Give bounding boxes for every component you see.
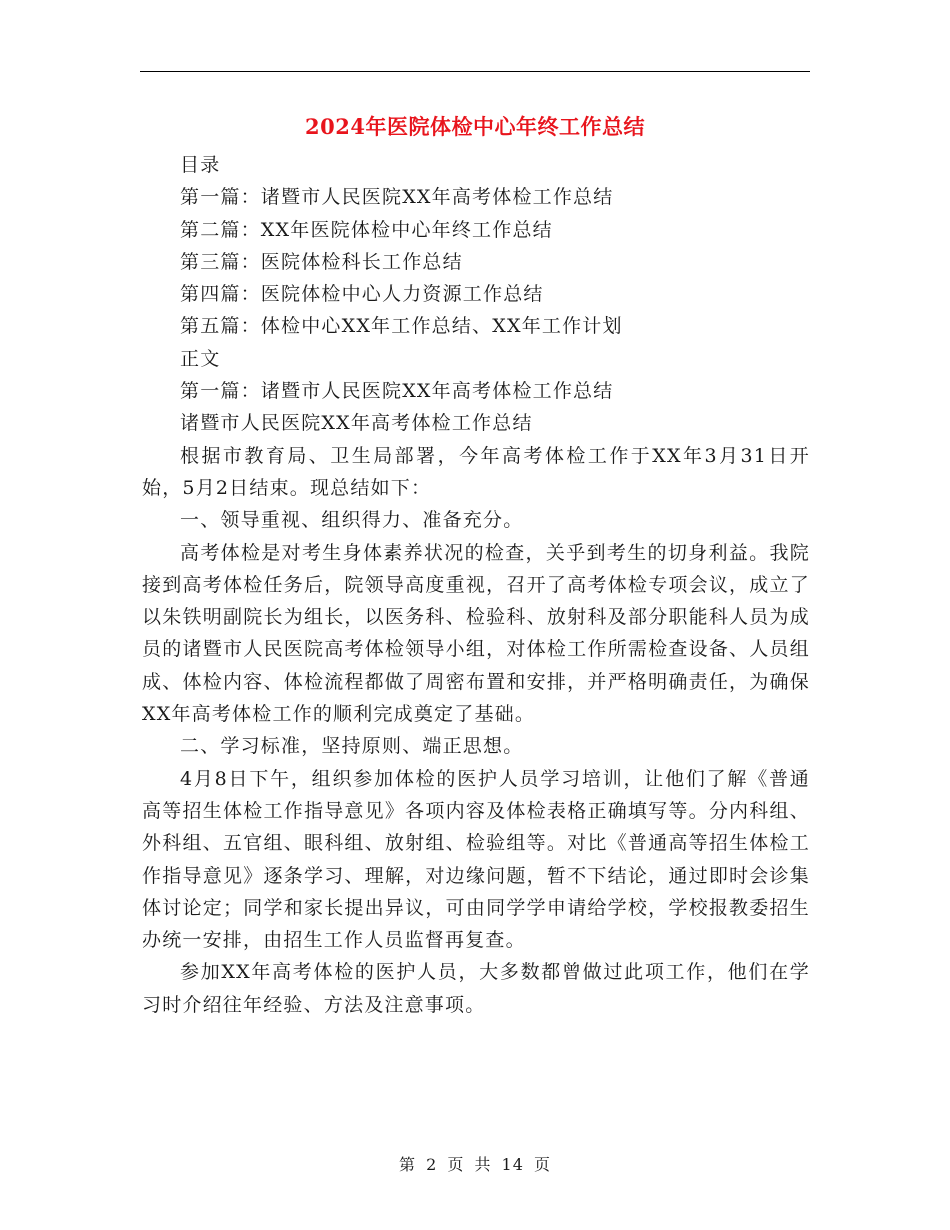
section-heading-2: 二、学习标准，坚持原则、端正思想。 <box>180 735 524 758</box>
toc-item-3: 第三篇：医院体检科长工作总结 <box>180 250 463 273</box>
chapter-heading: 第一篇：诸暨市人民医院XX年高考体检工作总结 <box>180 380 614 403</box>
toc-item-1: 第一篇：诸暨市人民医院XX年高考体检工作总结 <box>180 186 614 209</box>
page-number-footer: 第 2 页 共 14 页 <box>399 1155 551 1174</box>
toc-item-2: 第二篇：XX年医院体检中心年终工作总结 <box>180 218 553 241</box>
body-heading: 正文 <box>180 347 221 370</box>
toc-item-4: 第四篇：医院体检中心人力资源工作总结 <box>180 283 544 306</box>
document-body <box>142 149 810 1021</box>
toc-item-5: 第五篇：体检中心XX年工作总结、XX年工作计划 <box>180 315 623 338</box>
chapter-subtitle: 诸暨市人民医院XX年高考体检工作总结 <box>180 412 533 435</box>
toc-heading: 目录 <box>180 154 221 176</box>
body-paragraph: 高考体检是对考生身体素养状况的检查，关乎到考生的切身利益。我院接到高考体检任务后，院领导高度重视，召开了高考体检专项会议，成立了以朱铁明副院长为组长，以医务科、检验科、放射科及部分职能科人员为成员的诸暨市人民医院高考体检领导小组，对体检工作所需检查设备、人员组成、体检内容、体检流程都做了周密布置和安排，并严格明确责任，为确保XX年高考体检工作的顺利完成奠定了基础。 <box>142 541 810 726</box>
body-paragraph: 根据市教育局、卫生局部署，今年高考体检工作于XX年3月31日开始，5月2日结束。现总结如下： <box>142 444 810 499</box>
body-paragraph: 参加XX年高考体检的医护人员，大多数都曾做过此项工作，他们在学习时介绍往年经验、方法及注意事项。 <box>142 961 810 1016</box>
document-title: 2024年医院体检中心年终工作总结 <box>305 114 645 139</box>
body-paragraph: 4月8日下午，组织参加体检的医护人员学习培训，让他们了解《普通高等招生体检工作指导意见》各项内容及体检表格正确填写等。分内科组、外科组、五官组、眼科组、放射组、检验组等。对比《普通高等招生体检工作指导意见》逐条学习、理解，对边缘问题，暂不下结论，通过即时会诊集体讨论定；同学和家长提出异议，可由同学学申请给学校，学校报教委招生办统一安排，由招生工作人员监督再复查。 <box>142 767 810 952</box>
header-rule <box>140 71 810 72</box>
section-heading-1: 一、领导重视、组织得力、准备充分。 <box>180 509 524 532</box>
